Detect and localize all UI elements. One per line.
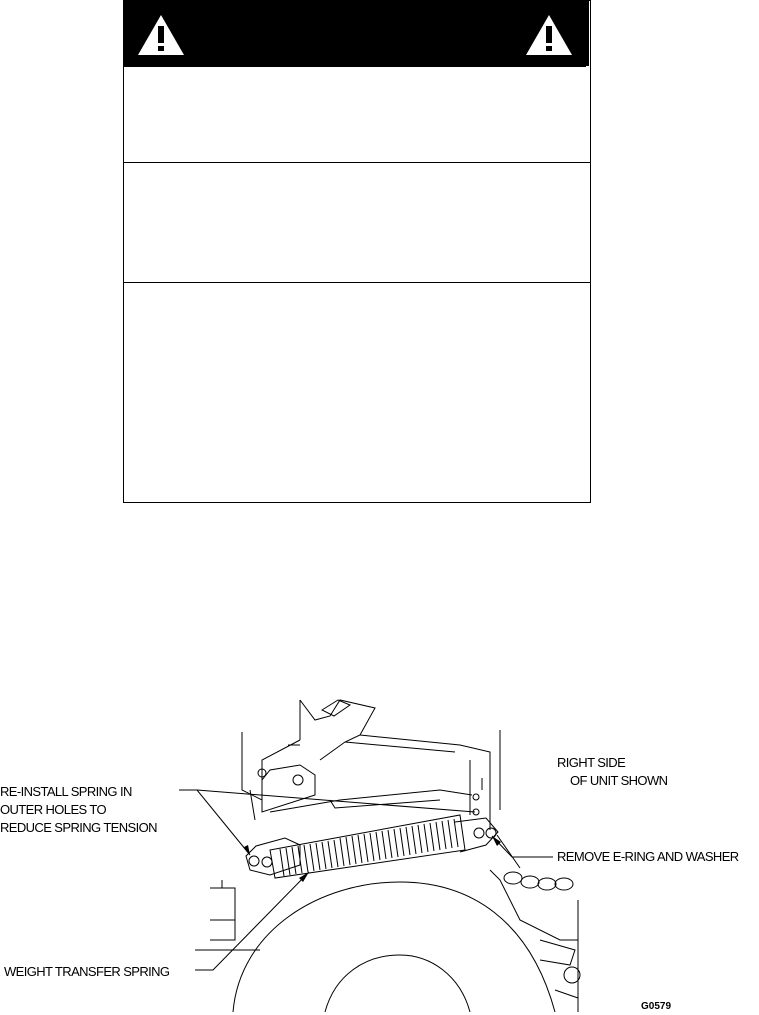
figure-id: G0579: [641, 1001, 672, 1012]
reinstall-label-line3: REDUCE SPRING TENSION: [0, 820, 157, 835]
warning-section-1: [124, 68, 590, 162]
warning-header: [124, 1, 586, 67]
weight-transfer-spring-label: WEIGHT TRANSFER SPRING: [4, 964, 170, 979]
warning-section-2: [124, 163, 590, 282]
reinstall-label-line1: RE-INSTALL SPRING IN: [0, 784, 132, 799]
reinstall-label-line2: OUTER HOLES TO: [0, 802, 106, 817]
warning-triangle-icon: [136, 13, 186, 57]
warning-section-3: [124, 283, 590, 502]
remove-ering-label: REMOVE E-RING AND WASHER: [557, 849, 739, 864]
right-side-label: RIGHT SIDE: [557, 755, 626, 770]
unit-shown-label: OF UNIT SHOWN: [570, 773, 668, 788]
warning-triangle-icon: [524, 13, 574, 57]
weight-transfer-spring-illustration: [0, 680, 759, 1012]
header-edge: [585, 0, 589, 66]
warning-box: [123, 0, 591, 503]
